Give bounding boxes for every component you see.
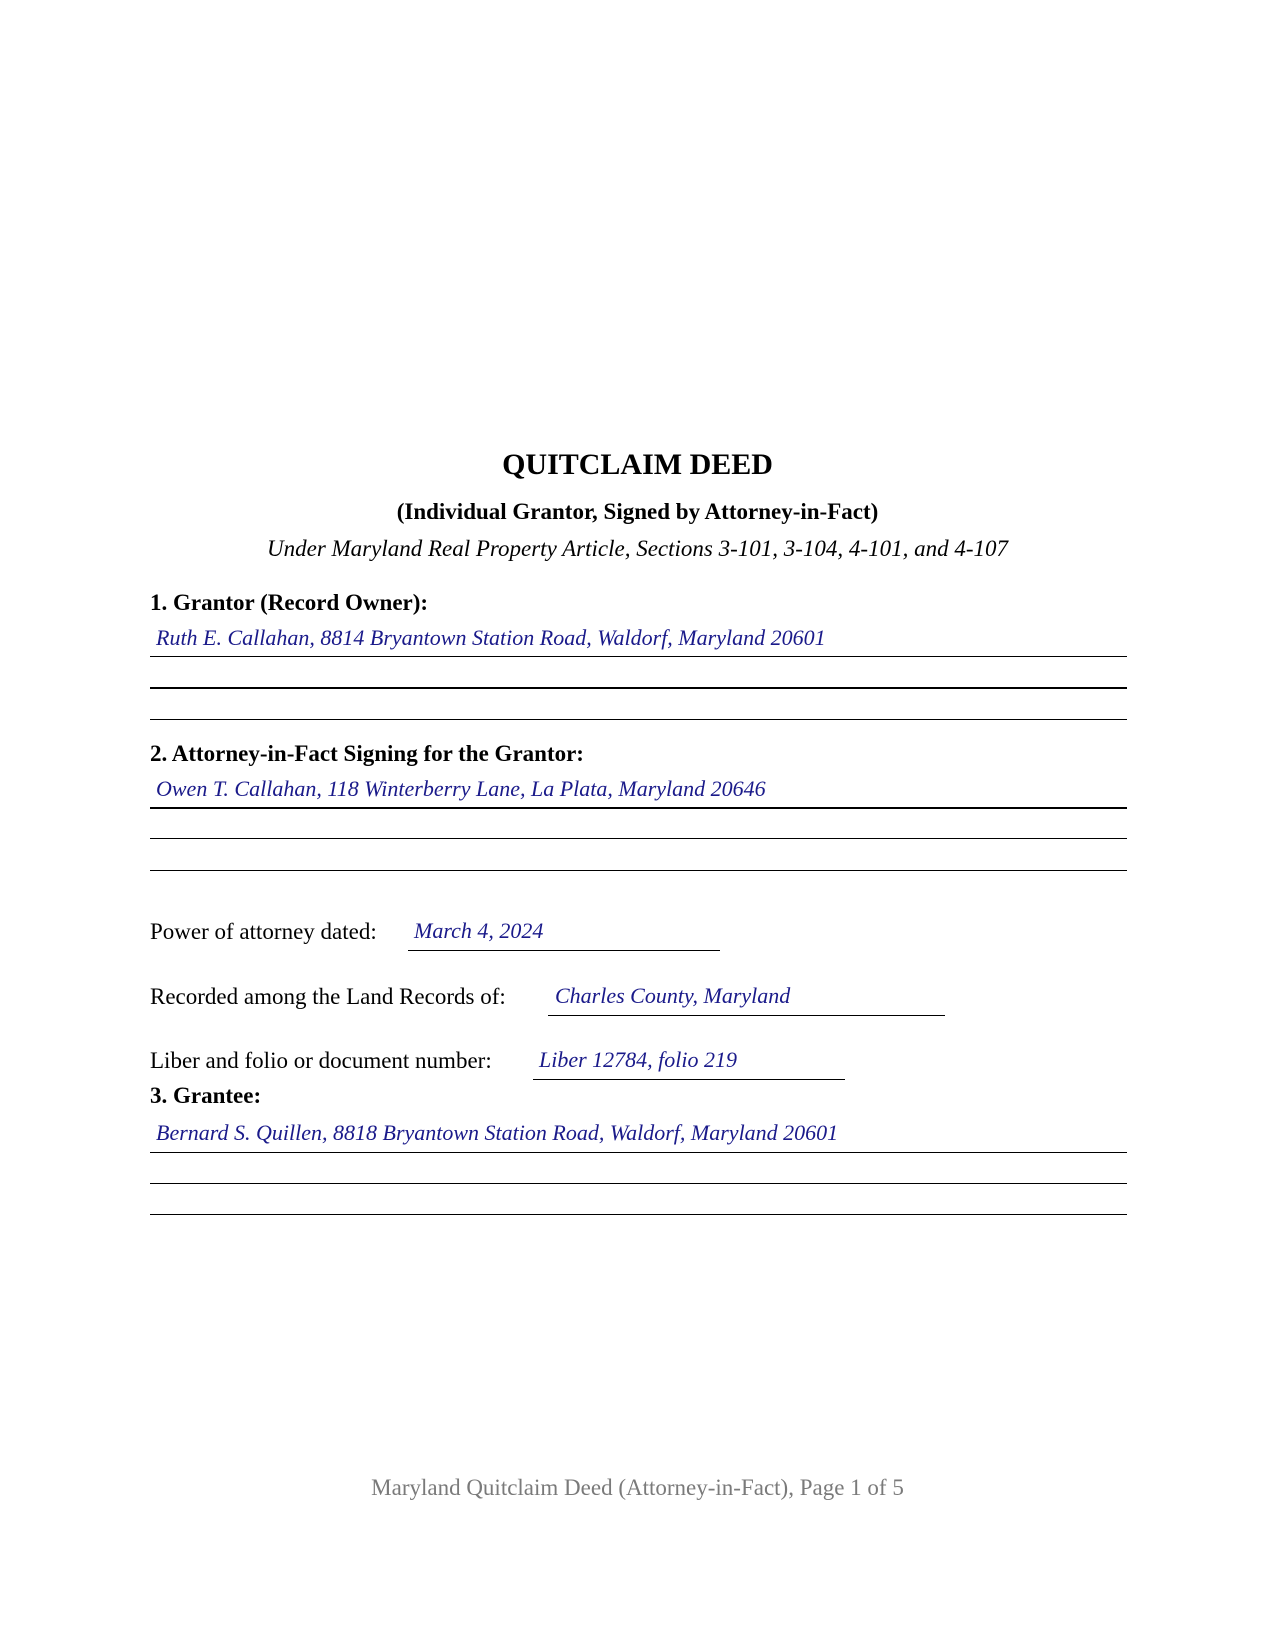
grantee-heading: 3. Grantee:: [150, 1083, 262, 1108]
liber-line: [533, 1079, 845, 1080]
grantee-field[interactable]: Bernard S. Quillen, 8818 Bryantown Station Road, Waldorf, Maryland 20601: [156, 1120, 839, 1145]
grantee-line-1: [150, 1152, 1127, 1153]
document-title: QUITCLAIM DEED: [502, 448, 773, 481]
grantor-line-1: [150, 656, 1127, 657]
recorded-line: [548, 1015, 945, 1016]
grantee-line-3: [150, 1214, 1127, 1215]
attorney-line-3: [150, 870, 1127, 871]
liber-field[interactable]: Liber 12784, folio 219: [539, 1047, 738, 1072]
grantor-line-2: [150, 687, 1127, 689]
attorney-line-2: [150, 838, 1127, 839]
poa-dated-label: Power of attorney dated:: [150, 919, 377, 944]
poa-dated-line: [408, 950, 720, 951]
liber-label: Liber and folio or document number:: [150, 1048, 492, 1073]
attorney-field[interactable]: Owen T. Callahan, 118 Winterberry Lane, La Plata, Maryland 20646: [156, 776, 766, 801]
grantor-field[interactable]: Ruth E. Callahan, 8814 Bryantown Station Road, Waldorf, Maryland 20601: [156, 625, 826, 650]
page-footer: Maryland Quitclaim Deed (Attorney-in-Fact), Page 1 of 5: [371, 1475, 904, 1500]
poa-dated-field[interactable]: March 4, 2024: [414, 918, 544, 943]
statute-reference: Under Maryland Real Property Article, Sections 3-101, 3-104, 4-101, and 4-107: [267, 536, 1008, 561]
attorney-line-1: [150, 807, 1127, 809]
grantee-line-2: [150, 1183, 1127, 1184]
attorney-heading: 2. Attorney-in-Fact Signing for the Grantor:: [150, 741, 584, 766]
document-subtitle: (Individual Grantor, Signed by Attorney-in-Fact): [396, 499, 879, 524]
grantor-heading: 1. Grantor (Record Owner):: [150, 590, 429, 615]
recorded-label: Recorded among the Land Records of:: [150, 984, 506, 1009]
recorded-field[interactable]: Charles County, Maryland: [555, 983, 791, 1008]
grantor-line-3: [150, 719, 1127, 720]
